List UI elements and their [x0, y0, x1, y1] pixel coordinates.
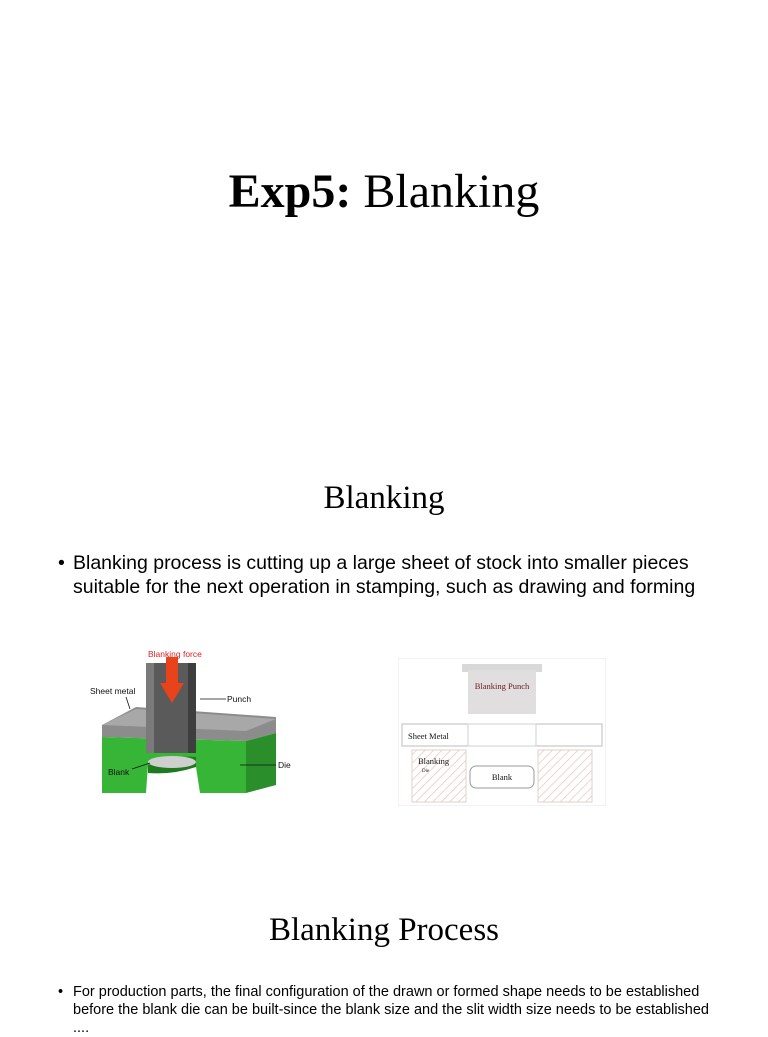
bullet-dot: •	[58, 552, 65, 574]
die-label-2: Die	[422, 769, 430, 774]
slide-title	[0, 162, 768, 222]
bullet-text: For production parts, the final configuration of the drawn or formed shape needs to be established before the blank die can be built-since the blank size and the slit width size needs to be established ....	[73, 984, 709, 1036]
blanking-3d-figure	[76, 645, 304, 797]
bullet-text: Blanking process is cutting up a large sheet of stock into smaller pieces suitable for the next operation in stamping, such as drawing and forming	[73, 552, 696, 598]
slide-title-rest: Blanking	[351, 165, 540, 218]
die-label: Die	[278, 760, 291, 770]
blank-disc	[148, 756, 196, 768]
force-label: Blanking force	[148, 649, 202, 659]
sheet-label: Sheet Metal	[408, 731, 449, 741]
punch-label: Blanking Punch	[474, 681, 530, 691]
blank-label: Blank	[108, 767, 130, 777]
die-label-1: Blanking	[418, 756, 450, 766]
punch-label: Punch	[227, 694, 252, 704]
bullet-blanking-definition	[58, 551, 698, 599]
section-title-blanking: Blanking	[323, 480, 445, 516]
sheet-label: Sheet metal	[90, 686, 136, 696]
blanking-section-figure	[398, 658, 606, 806]
bullet-blanking-process	[58, 983, 718, 1037]
punch-body	[468, 670, 536, 714]
blank-label: Blank	[491, 772, 513, 782]
slide-title-bold: Exp5:	[228, 165, 352, 218]
section-title-blanking-process: Blanking Process	[268, 912, 500, 948]
bullet-dot: •	[58, 984, 64, 1000]
die-right	[538, 750, 592, 802]
